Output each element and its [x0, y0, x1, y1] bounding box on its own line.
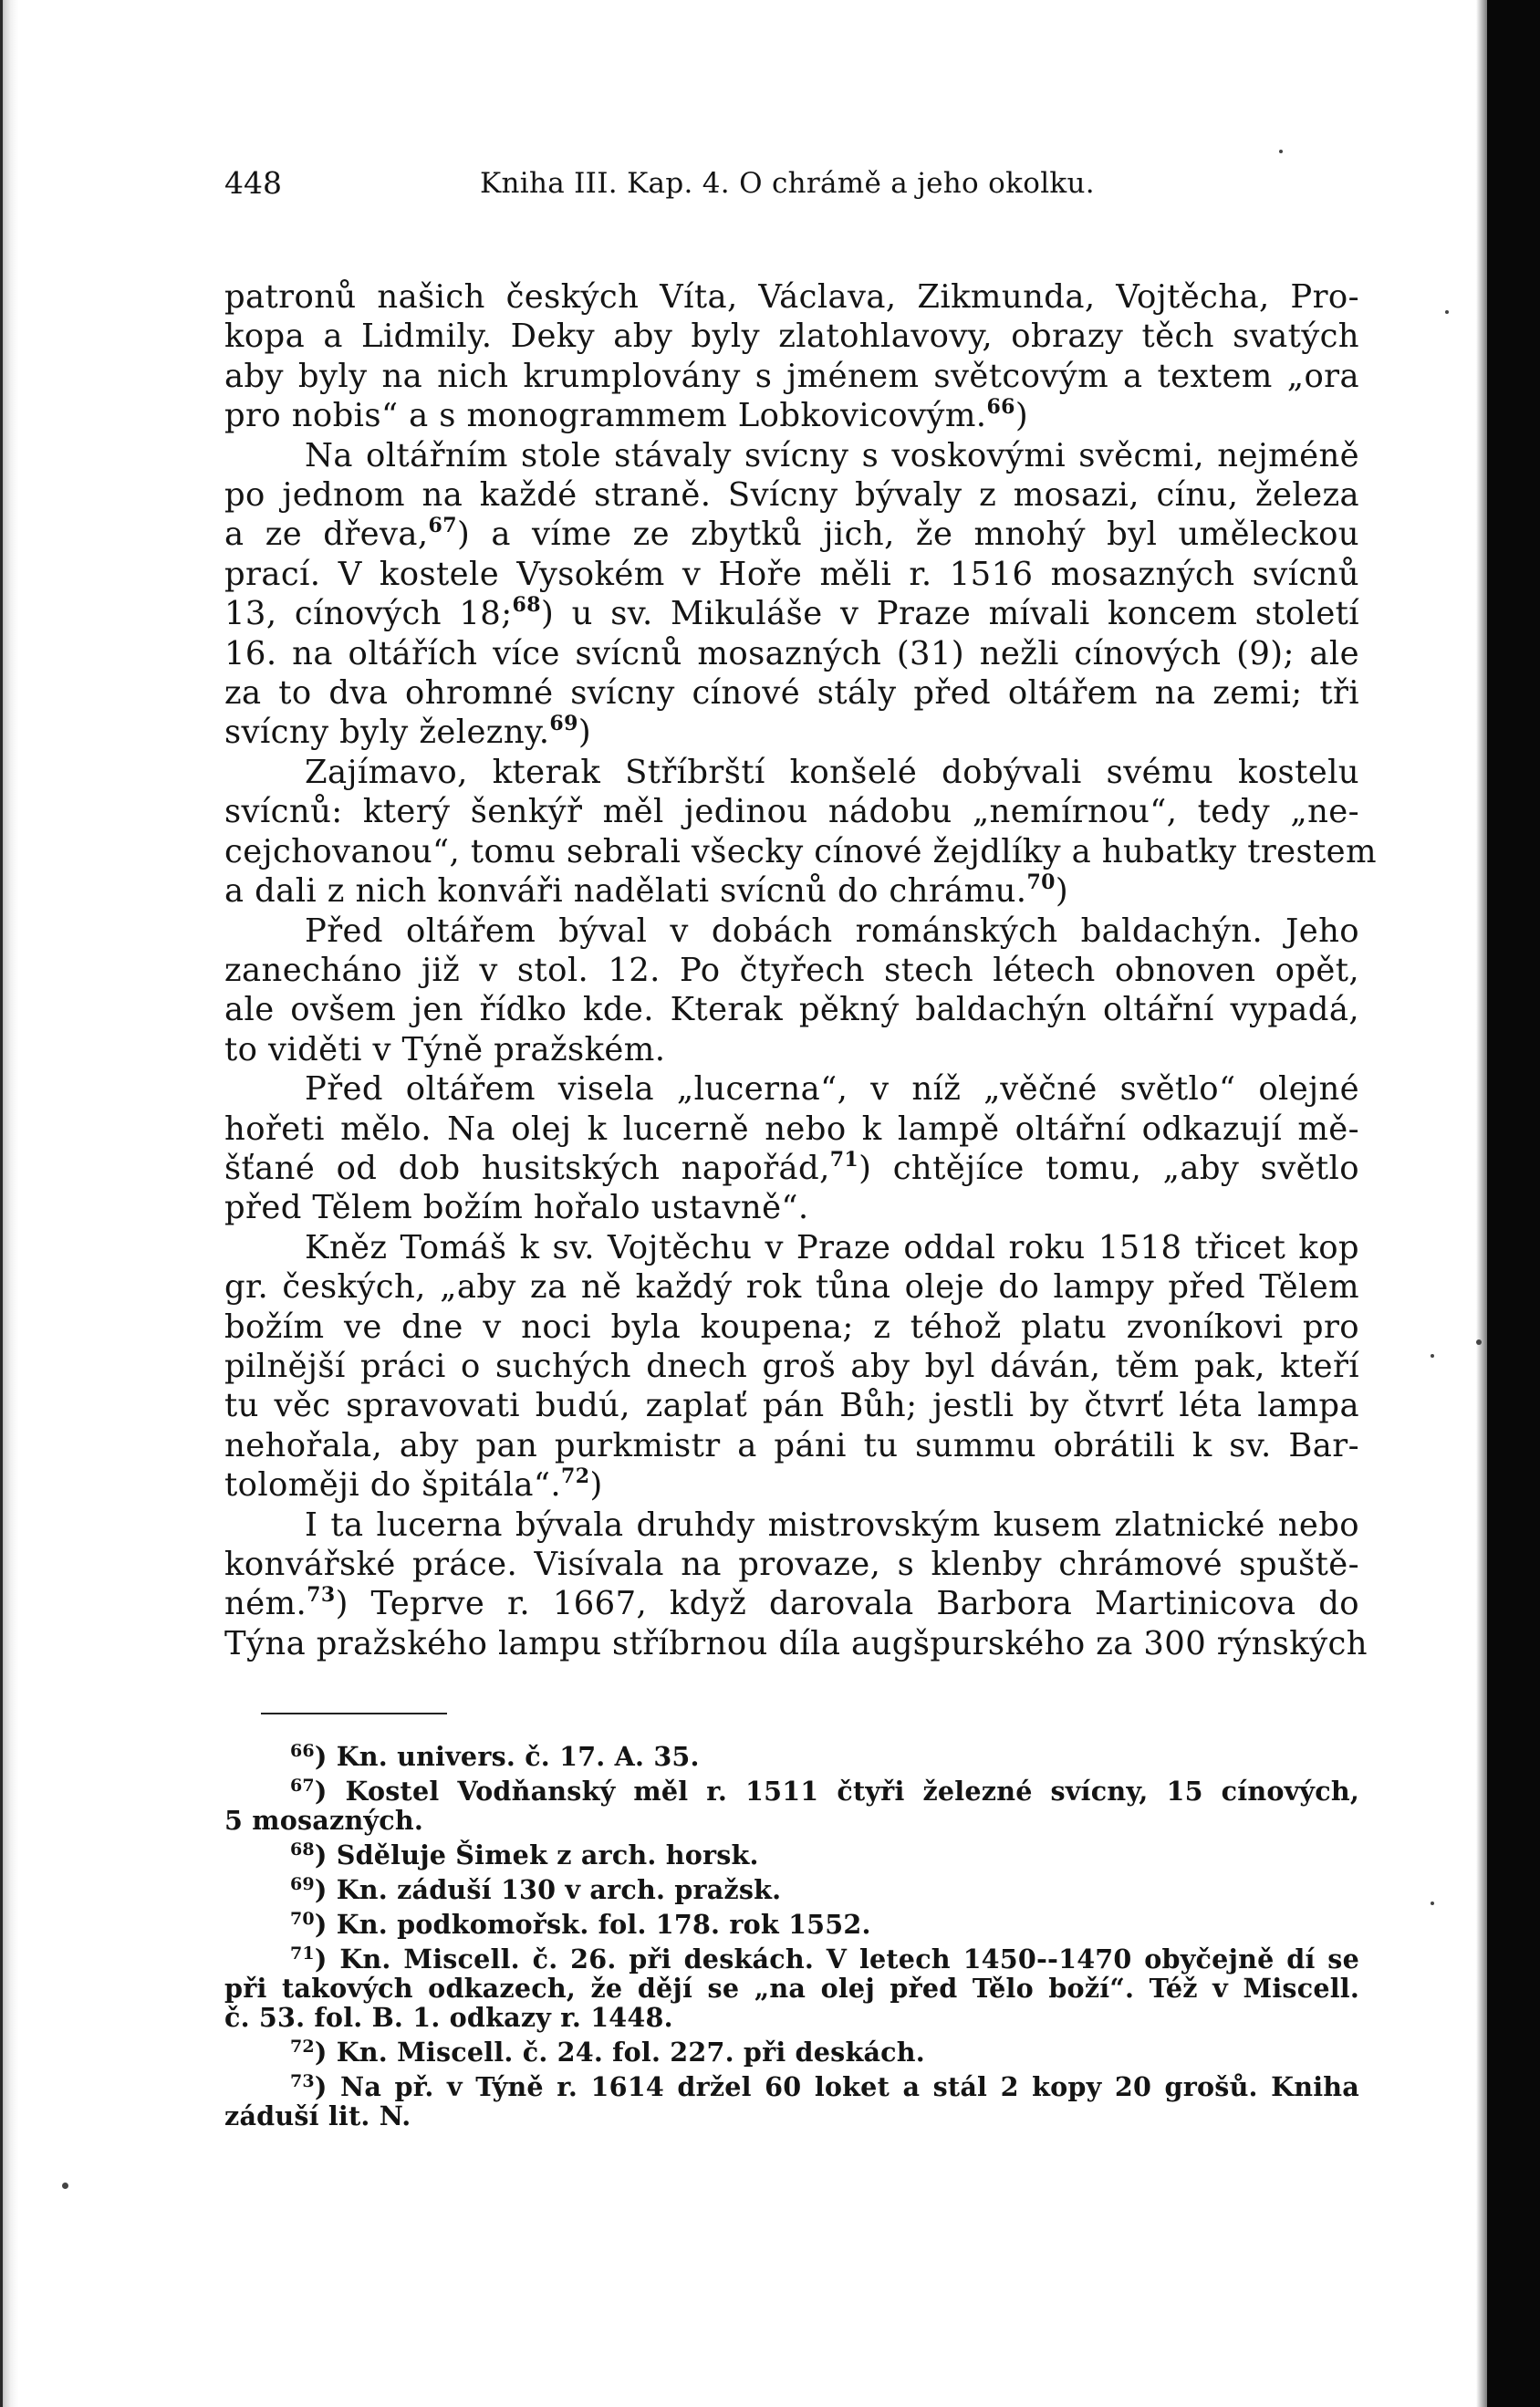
footnote-text: č. 53. fol. B. 1. odkazy r. 1448. — [224, 2002, 673, 2034]
body-line-text-after-note: ) — [1015, 397, 1029, 435]
body-text — [224, 277, 1377, 1663]
body-line-text: Kněz Tomáš k sv. Vojtěchu v Praze oddal roku 1518 třicet kop — [305, 1228, 1359, 1266]
body-line-text: šťané od dob husitských napořád, — [224, 1149, 830, 1187]
footnote-number: 69 — [290, 1874, 315, 1895]
body-line-text: cejchovanou“, tomu sebrali všecky cínové žejdlíky a hubatky trestem — [224, 832, 1377, 870]
footnote-number: 71 — [290, 1943, 315, 1964]
body-line — [224, 396, 1359, 435]
body-line — [224, 912, 1359, 951]
running-title: Kniha III. Kap. 4. O chrámě a jeho okolku. — [480, 167, 1095, 200]
body-line-text: pro nobis“ a s monogrammem Lobkovicovým. — [224, 397, 987, 435]
body-line — [224, 1624, 1368, 1663]
body-line — [224, 753, 1359, 792]
footnote-number: 66 — [290, 1741, 315, 1762]
body-line-text: za to dva ohromné svícny cínové stály před oltářem na zemi; tři — [224, 674, 1359, 713]
scan-speck — [1445, 310, 1449, 314]
body-line — [224, 951, 1359, 990]
footnote-text: ) Na př. v Týně r. 1614 držel 60 loket a stál 2 kopy 20 grošů. Kniha — [314, 2071, 1359, 2103]
body-line — [224, 515, 1359, 554]
footnote-reference: 73 — [307, 1583, 336, 1608]
body-line-text: kopa a Lidmily. Deky aby byly zlatohlavovy, obrazy těch svatých — [224, 318, 1359, 356]
body-line — [224, 1308, 1359, 1347]
footnote-divider — [261, 1713, 447, 1714]
body-line — [224, 1069, 1359, 1109]
footnote-line — [224, 1974, 1359, 2003]
body-line-text: Před oltářem býval v dobách románských baldachýn. Jeho — [305, 912, 1359, 950]
body-line-text: po jednom na každé straně. Svícny bývaly z mosazi, cínu, železa — [224, 476, 1359, 515]
page-number: 448 — [224, 165, 282, 201]
body-line — [224, 277, 1359, 317]
body-line — [224, 1386, 1359, 1425]
body-line-text: Zajímavo, kterak Stříbrští konšelé dobývali svému kostelu — [305, 753, 1359, 791]
footnote-line — [224, 1870, 1359, 1904]
body-line — [224, 1188, 1359, 1227]
footnote-reference: 71 — [829, 1147, 859, 1172]
footnote-line — [224, 1835, 1359, 1870]
body-line-text: I ta lucerna bývala druhdy mistrovským kusem zlatnické nebo — [305, 1506, 1359, 1544]
footnote-line — [224, 1771, 1359, 1806]
footnote-text: 5 mosazných. — [224, 1805, 423, 1837]
footnote-number: 72 — [290, 2037, 315, 2058]
scan-speck — [1476, 1339, 1482, 1345]
footnote-number: 68 — [290, 1839, 315, 1860]
body-line-text: toloměji do špitála“. — [224, 1466, 562, 1505]
body-line-text: 13, cínových 18; — [224, 595, 513, 633]
body-line-text-after-note: ) — [589, 1466, 603, 1505]
scan-speck — [1431, 1902, 1434, 1905]
footnote-text: ) Kn. Miscell. č. 24. fol. 227. při deskách. — [314, 2037, 925, 2068]
body-line — [224, 673, 1359, 713]
body-line — [224, 1506, 1359, 1545]
scan-speck — [62, 2183, 68, 2189]
body-line-text: svícny byly železny. — [224, 714, 550, 752]
book-page — [224, 161, 1377, 2132]
body-line-text-after-note: ) u sv. Mikuláše v Praze mívali koncem století — [540, 595, 1360, 633]
body-line-text-after-note: ) a víme ze zbytků jich, že mnohý byl uměleckou — [456, 516, 1359, 554]
body-line — [224, 1465, 1359, 1505]
footnote-text: při takových odkazech, že dějí se „na olej před Tělo boží“. Též v Miscell. — [224, 1973, 1359, 2005]
body-line — [224, 1545, 1359, 1584]
body-line-text: pilnější práci o suchých dnech groš aby byl dáván, těm pak, kteří — [224, 1347, 1359, 1385]
footnote-line — [224, 1904, 1359, 1939]
body-line-text: zanecháno již v stol. 12. Po čtyřech stech létech obnoven opět, — [224, 951, 1359, 989]
footnote-number: 70 — [290, 1909, 315, 1930]
footnote-line — [224, 1939, 1359, 1974]
body-line-text-after-note: ) — [578, 714, 592, 752]
footnote-line — [224, 2067, 1359, 2101]
footnote-reference: 70 — [1026, 870, 1056, 895]
body-line-text: nehořala, aby pan purkmistr a páni tu summu obrátili k sv. Bar- — [224, 1426, 1359, 1464]
body-line-text: ném. — [224, 1585, 307, 1623]
footnote-reference: 67 — [428, 514, 457, 538]
running-head — [224, 161, 1359, 206]
body-line — [224, 1110, 1359, 1149]
body-line — [224, 594, 1359, 633]
footnote-text: ) Kn. podkomořsk. fol. 178. rok 1552. — [314, 1909, 871, 1941]
body-line — [224, 1149, 1359, 1188]
footnote-text: záduší lit. N. — [224, 2100, 411, 2132]
body-line — [224, 792, 1359, 831]
body-line-text: 16. na oltářích více svícnů mosazných (31) nežli cínových (9); ale — [224, 634, 1359, 672]
body-line-text: patronů našich českých Víta, Václava, Zikmunda, Vojtěcha, Pro- — [224, 278, 1359, 316]
body-line-text: před Tělem božím hořalo ustavně“. — [224, 1189, 809, 1227]
body-line — [224, 317, 1359, 356]
body-line-text: ale ovšem jen řídko kde. Kterak pěkný baldachýn oltářní vypadá, — [224, 991, 1359, 1029]
footnote-text: ) Kn. univers. č. 17. A. 35. — [314, 1741, 700, 1773]
body-line — [224, 1347, 1359, 1386]
footnote-line — [224, 1806, 1359, 1835]
body-line — [224, 990, 1359, 1029]
footnote-text: ) Kostel Vodňanský měl r. 1511 čtyři železné svícny, 15 cínových, — [314, 1776, 1359, 1808]
body-line — [224, 634, 1359, 673]
body-line — [224, 713, 1359, 752]
footnote-number: 73 — [290, 2071, 315, 2092]
footnote-line — [224, 2003, 1359, 2032]
footnotes — [224, 1736, 1359, 2131]
body-line-text: hořeti mělo. Na olej k lucerně nebo k lampě oltářní odkazují mě- — [224, 1110, 1359, 1148]
footnote-reference: 66 — [986, 395, 1015, 420]
body-line-text-after-note: ) chtějíce tomu, „aby světlo — [858, 1149, 1359, 1187]
body-line-text: to viděti v Týně pražském. — [224, 1030, 666, 1068]
footnote-text: ) Kn. Miscell. č. 26. při deskách. V letech 1450--1470 obyčejně dí se — [314, 1943, 1359, 1975]
body-line-text-after-note: ) — [1055, 872, 1069, 911]
body-line — [224, 436, 1359, 475]
body-line — [224, 357, 1359, 396]
footnote-reference: 69 — [549, 712, 578, 736]
body-line-text: božím ve dne v noci byla koupena; z téhož platu zvoníkovi pro — [224, 1308, 1359, 1346]
footnote-text: ) Kn. záduší 130 v arch. pražsk. — [314, 1874, 782, 1906]
body-line-text: svícnů: který šenkýř měl jedinou nádobu „nemírnou“, tedy „ne- — [224, 793, 1359, 831]
body-line-text-after-note: ) Teprve r. 1667, když darovala Barbora Martinicova do — [335, 1585, 1359, 1623]
body-line — [224, 475, 1359, 515]
footnote-line — [224, 2032, 1359, 2067]
footnote-line — [224, 2101, 1359, 2131]
body-line — [224, 555, 1359, 594]
body-line-text: prací. V kostele Vysokém v Hoře měli r. 1516 mosazných svícnů — [224, 555, 1359, 593]
footnote-reference: 68 — [512, 593, 541, 618]
footnote-text: ) Sděluje Šimek z arch. horsk. — [314, 1839, 759, 1871]
body-line-text: konvářské práce. Visívala na provaze, s klenby chrámové spuště- — [224, 1546, 1359, 1583]
footnote-number: 67 — [290, 1776, 315, 1797]
body-line — [224, 1584, 1359, 1623]
body-line — [224, 1267, 1359, 1307]
body-line-text: gr. českých, „aby za ně každý rok tůna oleje do lampy před Tělem — [224, 1268, 1359, 1307]
body-line-text: Týna pražského lampu stříbrnou díla augšpurského za 300 rýnských — [224, 1624, 1368, 1662]
body-line — [224, 1228, 1359, 1267]
scan-speck — [1431, 1354, 1434, 1358]
body-line-text: Na oltářním stole stávaly svícny s voskovými svěcmi, nejméně — [305, 436, 1359, 474]
footnote-line — [224, 1736, 1359, 1771]
body-line — [224, 871, 1359, 911]
body-line-text: a ze dřeva, — [224, 516, 429, 554]
scan-speck — [1279, 150, 1283, 153]
body-line-text: a dali z nich konváři nadělati svícnů do chrámu. — [224, 872, 1027, 911]
body-line-text: Před oltářem visela „lucerna“, v níž „věčné světlo“ olejné — [305, 1070, 1359, 1109]
body-line — [224, 832, 1377, 871]
footnote-reference: 72 — [561, 1464, 590, 1489]
scan-right-edge — [1487, 0, 1540, 2407]
body-line — [224, 1030, 1359, 1069]
body-line-text: aby byly na nich krumplovány s jménem světcovým a textem „ora — [224, 357, 1359, 395]
body-line-text: tu věc spravovati budú, zaplať pán Bůh; jestli by čtvrť léta lampa — [224, 1387, 1359, 1425]
scan-left-edge — [0, 0, 18, 2407]
body-line — [224, 1426, 1359, 1465]
